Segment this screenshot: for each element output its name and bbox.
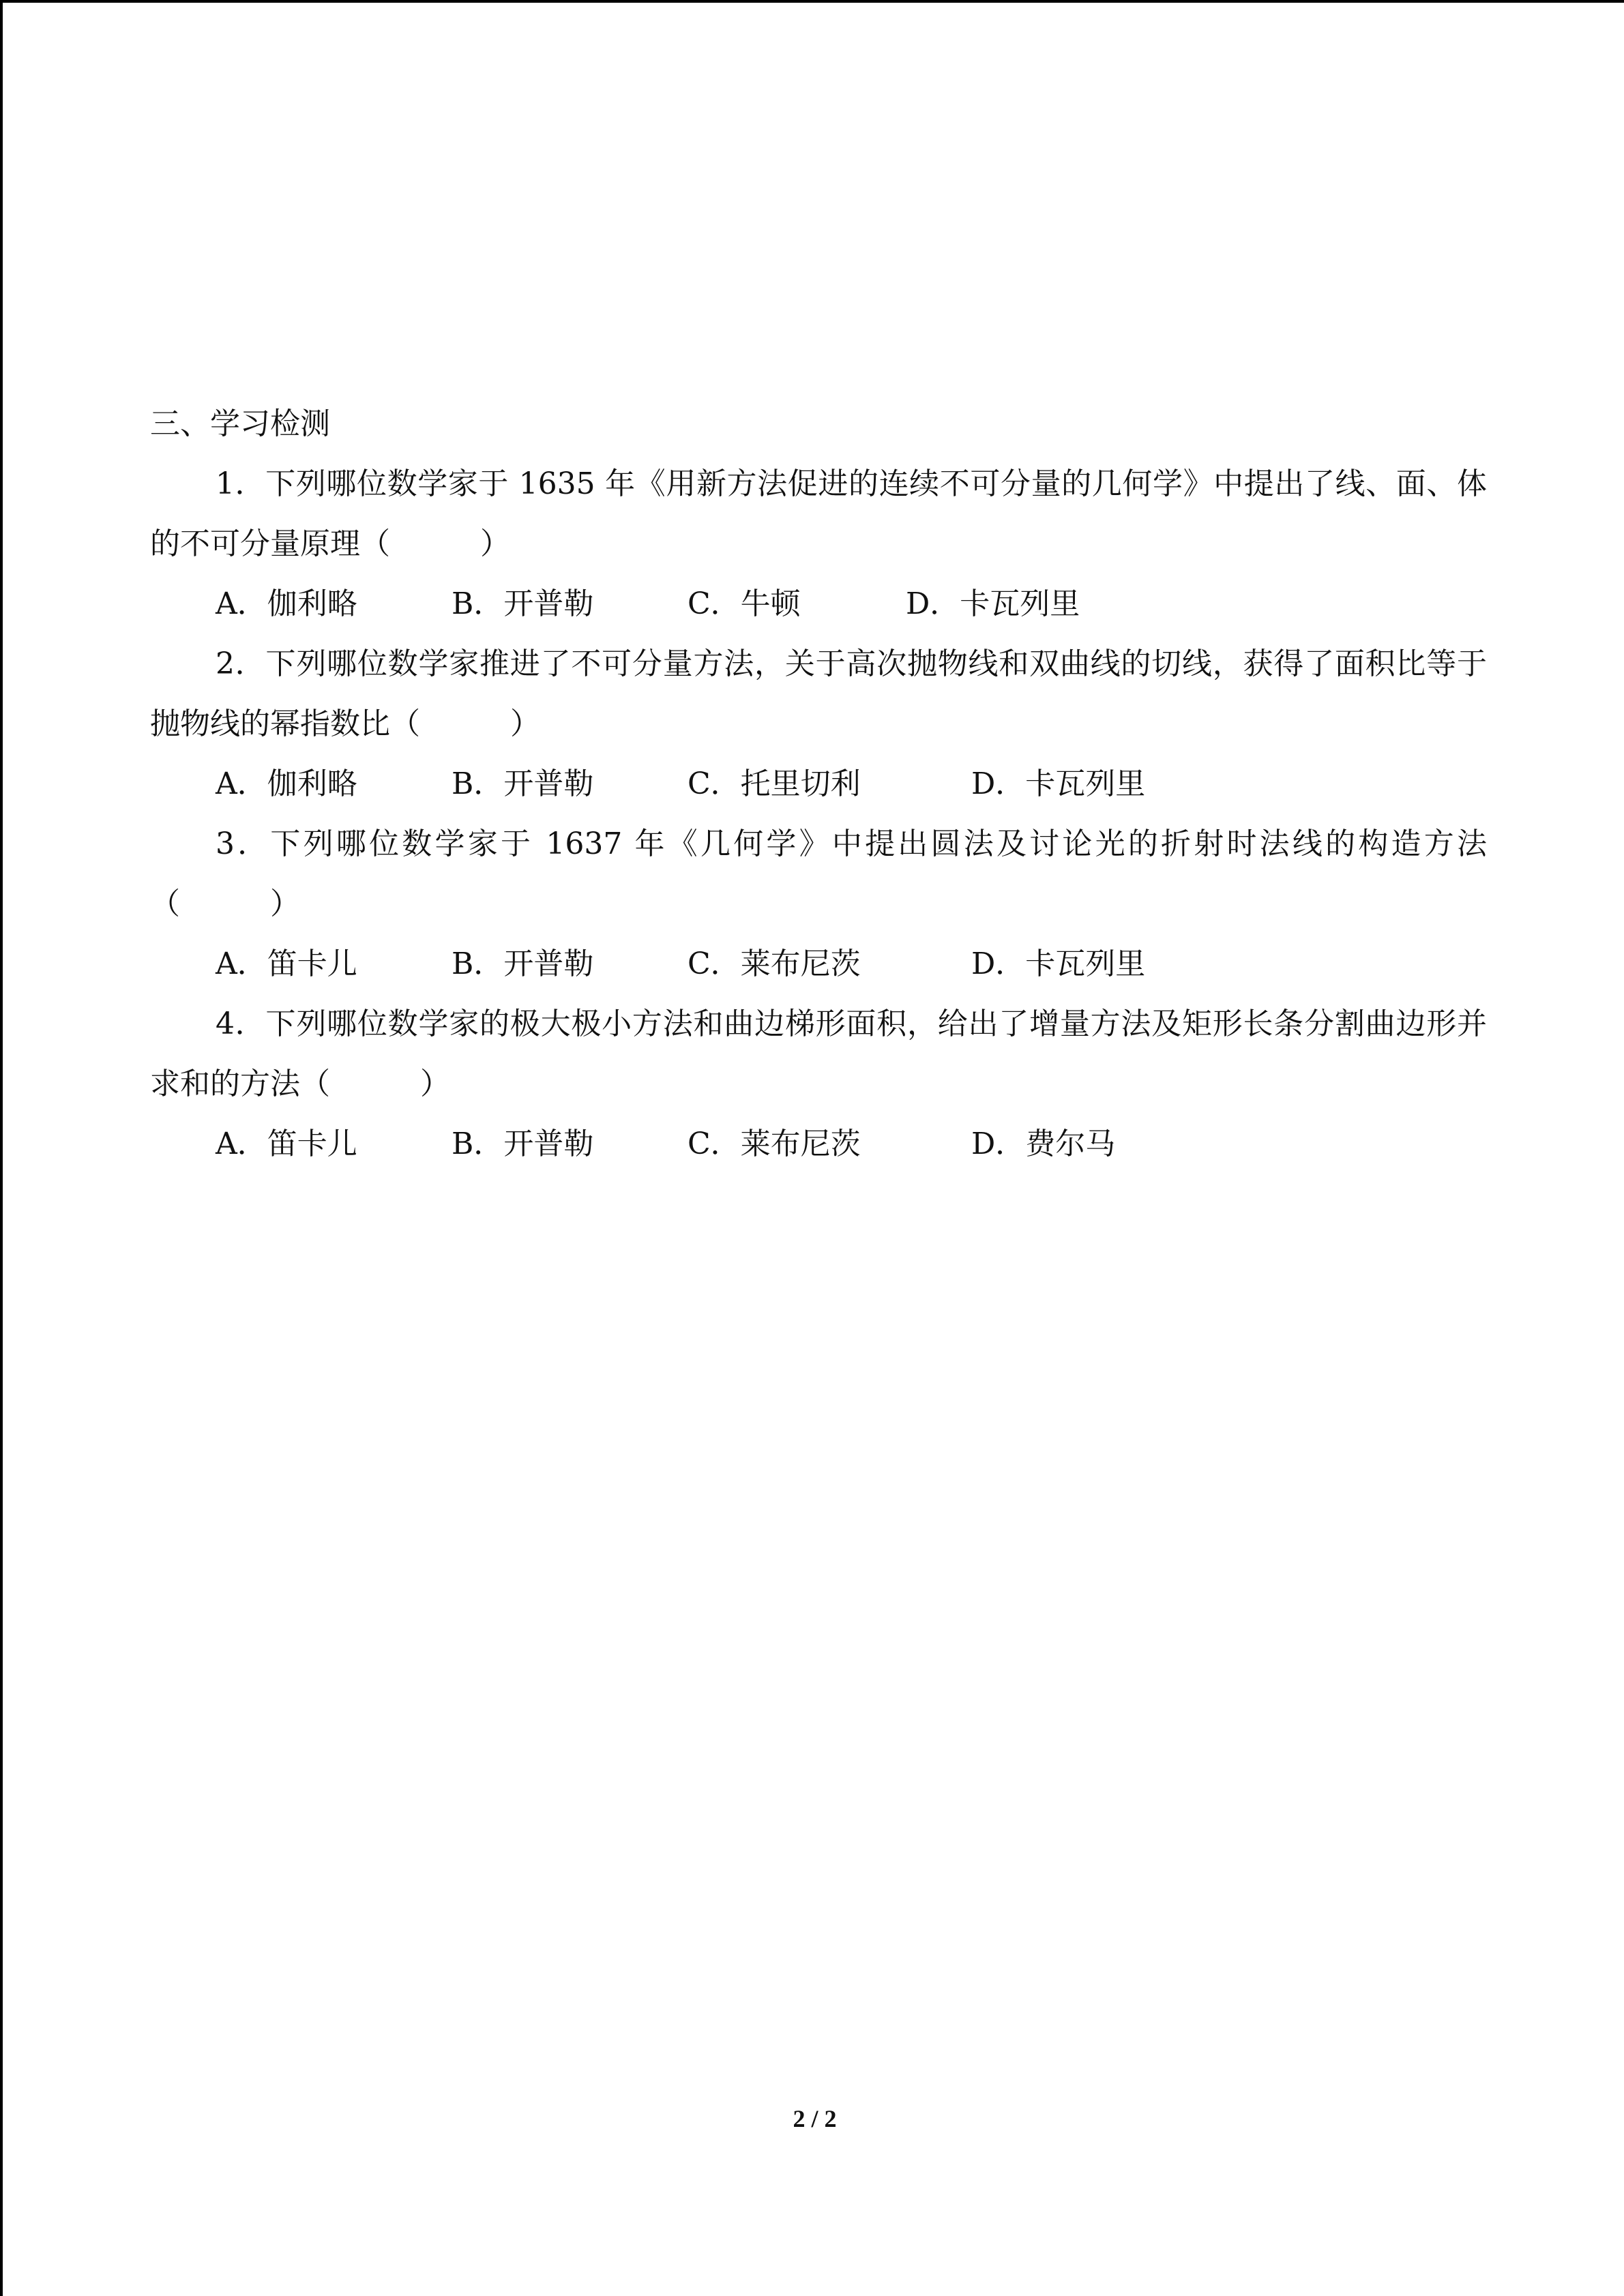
option-c: C．托里切利 (688, 766, 861, 801)
option-d: D．卡瓦列里 (906, 586, 1080, 621)
answer-options (150, 754, 1487, 814)
page-content (150, 394, 1487, 1174)
option-c: C．牛顿 (688, 586, 801, 621)
option-b: B．开普勒 (452, 766, 594, 801)
option-d: D．费尔马 (971, 1127, 1116, 1161)
option-d: D．卡瓦列里 (971, 946, 1146, 981)
option-b: B．开普勒 (452, 586, 594, 621)
option-a: A．伽利略 (216, 586, 357, 621)
question-3 (150, 814, 1487, 994)
answer-options (150, 934, 1487, 994)
option-d: D．卡瓦列里 (971, 766, 1146, 801)
question-text: 3．下列哪位数学家于 1637 年《几何学》中提出圆法及讨论光的折射时法线的构造方法（ ） (150, 826, 1487, 921)
question-2 (150, 634, 1487, 814)
question-text: 4．下列哪位数学家的极大极小方法和曲边梯形面积，给出了增量方法及矩形长条分割曲边形并求和的方法（ ） (150, 1007, 1487, 1101)
question-text: 1．下列哪位数学家于 1635 年《用新方法促进的连续不可分量的几何学》中提出了线、面、体的不可分量原理（ ） (150, 466, 1487, 561)
option-c: C．莱布尼茨 (688, 1127, 861, 1161)
option-b: B．开普勒 (452, 1127, 594, 1161)
question-text: 2．下列哪位数学家推进了不可分量方法，关于高次抛物线和双曲线的切线，获得了面积比等于抛物线的幂指数比（ ） (150, 646, 1487, 741)
page-number: 2 / 2 (793, 2105, 837, 2132)
section-title: 三、学习检测 (150, 406, 330, 441)
question-4 (150, 994, 1487, 1174)
option-a: A．笛卡儿 (216, 946, 357, 981)
option-c: C．莱布尼茨 (688, 946, 861, 981)
answer-options (150, 1114, 1487, 1174)
option-a: A．笛卡儿 (216, 1127, 357, 1161)
question-1 (150, 454, 1487, 634)
option-b: B．开普勒 (452, 946, 594, 981)
option-a: A．伽利略 (216, 766, 357, 801)
answer-options (150, 574, 1487, 634)
